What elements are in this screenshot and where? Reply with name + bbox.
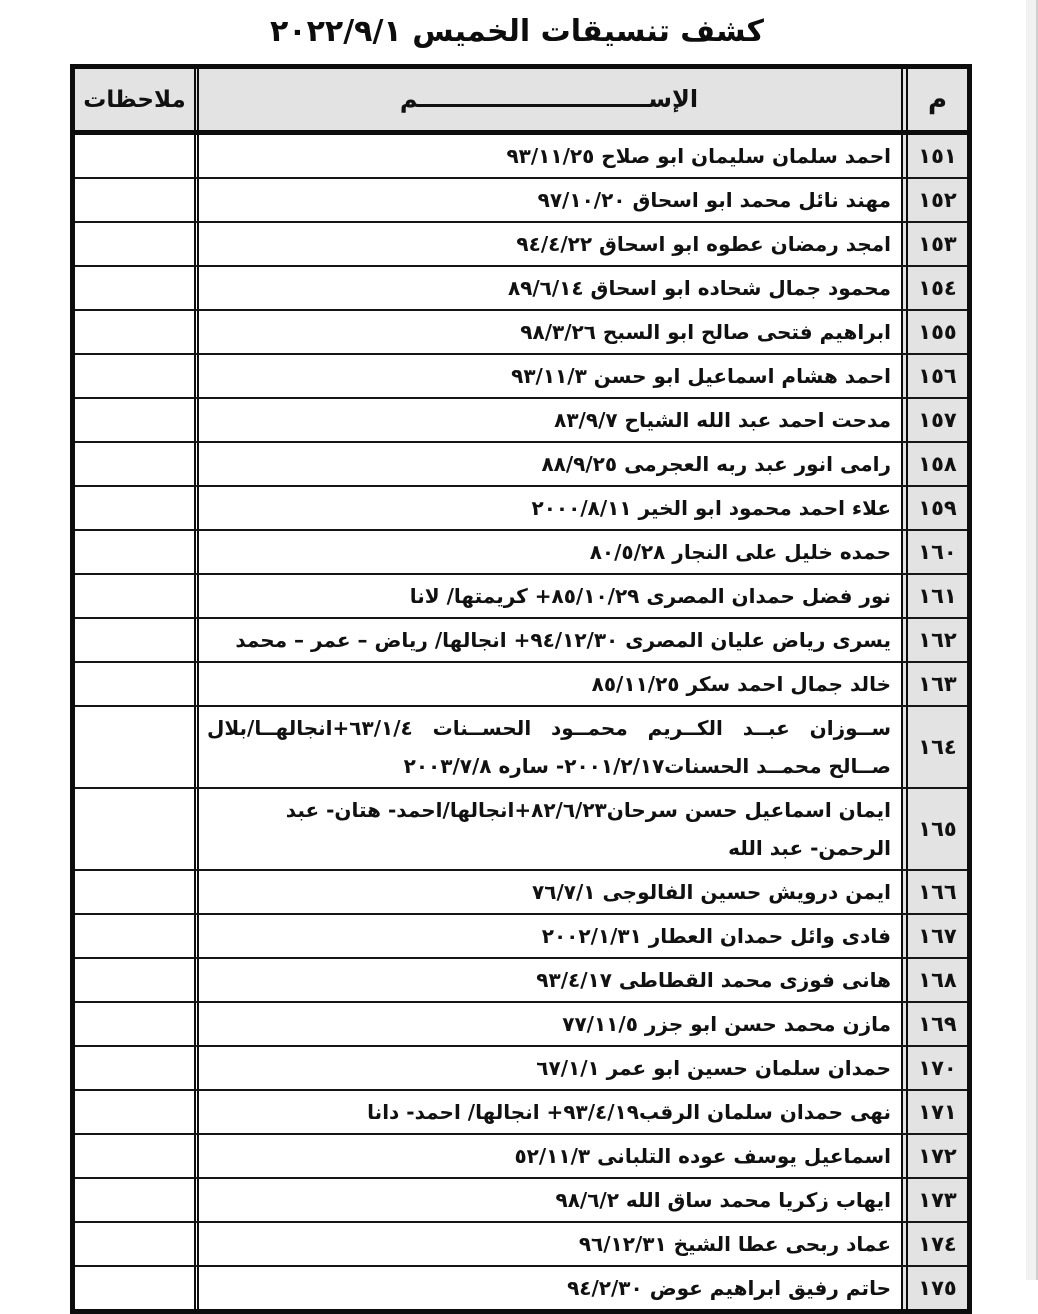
table-row [75,707,967,789]
table-row [75,575,967,619]
table-row [75,135,967,179]
table-row [75,1047,967,1091]
row-number-cell: ١٧١ [901,1091,967,1133]
row-number-cell: ١٧٠ [901,1047,967,1089]
table-row [75,487,967,531]
row-notes-cell [75,487,199,529]
row-notes-cell [75,575,199,617]
row-name-cell: حاتم رفيق ابراهيم عوض ٩٤/٢/٣٠ [567,1276,891,1300]
header-name-column: الإســــــــــــــــــــــــــــم [399,85,699,114]
table-row [75,663,967,707]
scan-page-edge [1026,0,1038,1280]
row-name-cell: مهند نائل محمد ابو اسحاق ٩٧/١٠/٢٠ [537,188,891,212]
table-row [75,311,967,355]
table-row [75,1091,967,1135]
table-row [75,619,967,663]
page-title: كشف تنسيقات الخميس ٢٠٢٢/٩/١ [269,14,765,49]
row-name-cell: احمد هشام اسماعيل ابو حسن ٩٣/١١/٣ [511,364,891,388]
row-notes-cell [75,443,199,485]
row-notes-cell [75,707,199,787]
row-name-cell: احمد سلمان سليمان ابو صلاح ٩٣/١١/٢٥ [506,144,891,168]
row-name-cell: نور فضل حمدان المصرى ٨٥/١٠/٢٩+ كريمتها/ لانا [409,584,891,608]
table-row [75,267,967,311]
row-name-cell: مدحت احمد عبد الله الشياح ٨٣/٩/٧ [554,408,891,432]
row-number-cell: ١٧٢ [901,1135,967,1177]
row-notes-cell [75,1091,199,1133]
row-name-cell: ايمان اسماعيل حسن سرحان٨٢/٦/٢٣+انجالها/احمد- هتان- عبد الرحمن- عبد الله [285,798,891,860]
table-row [75,1135,967,1179]
row-notes-cell [75,531,199,573]
table-row [75,1179,967,1223]
row-name-cell: اسماعيل يوسف عوده التلبانى ٥٢/١١/٣ [514,1144,891,1168]
row-name-cell: هانى فوزى محمد القطاطى ٩٣/٤/١٧ [536,968,891,992]
header-number-column: م [901,69,967,130]
row-notes-cell [75,1267,199,1309]
row-number-cell: ١٥٢ [901,179,967,221]
row-notes-cell [75,789,199,869]
row-notes-cell [75,399,199,441]
row-notes-cell [75,267,199,309]
row-name-cell: حمده خليل على النجار ٨٠/٥/٢٨ [589,540,891,564]
row-number-cell: ١٥٣ [901,223,967,265]
row-number-cell: ١٦٤ [901,707,967,787]
row-name-cell: ايهاب زكريا محمد ساق الله ٩٨/٦/٢ [555,1188,891,1212]
row-number-cell: ١٥٩ [901,487,967,529]
row-notes-cell [75,619,199,661]
row-number-cell: ١٦٠ [901,531,967,573]
row-name-cell: فادى وائل حمدان العطار ٢٠٠٢/١/٣١ [541,924,891,948]
row-notes-cell [75,1179,199,1221]
row-number-cell: ١٧٤ [901,1223,967,1265]
row-notes-cell [75,311,199,353]
row-name-cell: نهى حمدان سلمان الرقب٩٣/٤/١٩+ انجالها/ احمد- دانا [367,1100,891,1124]
row-number-cell: ١٥٥ [901,311,967,353]
row-number-cell: ١٥٦ [901,355,967,397]
row-name-cell: خالد جمال احمد سكر ٨٥/١١/٢٥ [591,672,891,696]
row-name-cell: امجد رمضان عطوه ابو اسحاق ٩٤/٤/٢٢ [516,232,891,256]
coordination-table [70,64,972,1314]
table-row [75,223,967,267]
row-notes-cell [75,1003,199,1045]
row-number-cell: ١٦٨ [901,959,967,1001]
table-row [75,1003,967,1047]
row-number-cell: ١٥٤ [901,267,967,309]
row-notes-cell [75,1135,199,1177]
row-name-cell: ايمن درويش حسين الفالوجى ٧٦/٧/١ [532,880,891,904]
row-number-cell: ١٦٧ [901,915,967,957]
row-notes-cell [75,1047,199,1089]
row-number-cell: ١٦٣ [901,663,967,705]
row-name-cell: حمدان سلمان حسين ابو عمر ٦٧/١/١ [536,1056,891,1080]
table-row [75,443,967,487]
table-row [75,789,967,871]
row-name-cell: علاء احمد محمود ابو الخير ٢٠٠٠/٨/١١ [531,496,891,520]
row-number-cell: ١٥١ [901,135,967,177]
row-number-cell: ١٥٨ [901,443,967,485]
row-notes-cell [75,179,199,221]
table-row [75,355,967,399]
row-number-cell: ١٦٢ [901,619,967,661]
table-row [75,1223,967,1267]
row-notes-cell [75,663,199,705]
row-number-cell: ١٥٧ [901,399,967,441]
row-notes-cell [75,959,199,1001]
row-number-cell: ١٦٩ [901,1003,967,1045]
row-name-cell: يسرى رياض عليان المصرى ٩٤/١٢/٣٠+ انجالها/ رياض – عمر – محمد [235,628,891,652]
table-row [75,399,967,443]
table-body [75,135,967,1309]
row-notes-cell [75,1223,199,1265]
row-name-cell: محمود جمال شحاده ابو اسحاق ٨٩/٦/١٤ [507,276,891,300]
row-number-cell: ١٦٦ [901,871,967,913]
header-notes-column: ملاحظات [75,69,199,130]
row-number-cell: ١٧٣ [901,1179,967,1221]
row-number-cell: ١٦٥ [901,789,967,869]
row-number-cell: ١٦١ [901,575,967,617]
row-notes-cell [75,871,199,913]
row-notes-cell [75,223,199,265]
row-name-cell: مازن محمد حسن ابو جزر ٧٧/١١/٥ [562,1012,891,1036]
row-notes-cell [75,915,199,957]
row-name-cell: ســوزان عبــد الكــريم محمــود الحســنات ٦٣/١/٤+انجالهــا/بلال صــالح محمــد الحسنات٢٠٠١/٢/١٧- ساره ٢٠٠٣/٧/٨ [207,716,891,778]
table-row [75,531,967,575]
table-row [75,1267,967,1309]
table-row [75,915,967,959]
row-notes-cell [75,355,199,397]
row-name-cell: رامى انور عبد ربه العجرمى ٨٨/٩/٢٥ [541,452,891,476]
row-name-cell: عماد ربحى عطا الشيخ ٩٦/١٢/٣١ [578,1232,891,1256]
row-number-cell: ١٧٥ [901,1267,967,1309]
table-row [75,179,967,223]
table-row [75,871,967,915]
table-row [75,959,967,1003]
row-notes-cell [75,135,199,177]
row-name-cell: ابراهيم فتحى صالح ابو السبح ٩٨/٣/٢٦ [520,320,891,344]
table-header-row [75,69,967,135]
